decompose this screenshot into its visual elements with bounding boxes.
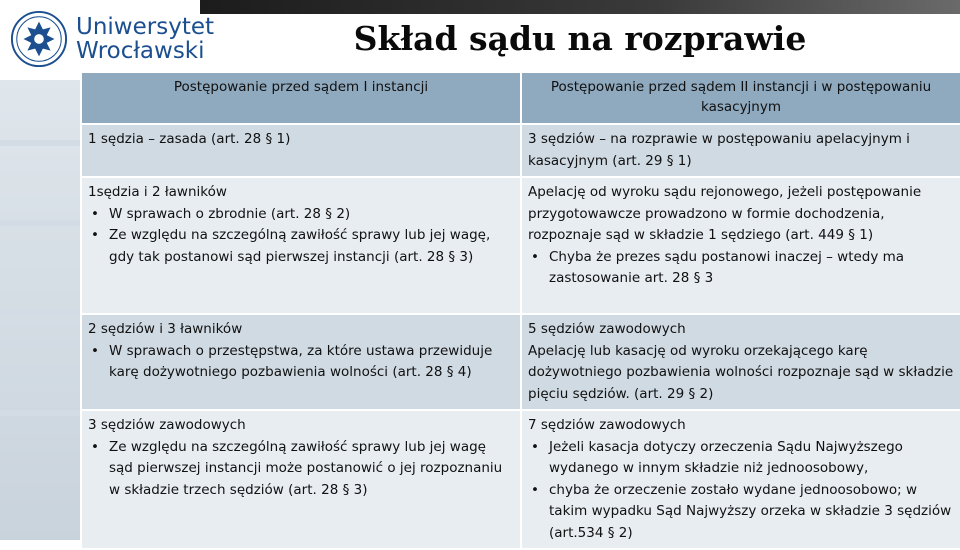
left-decorative-strip bbox=[0, 80, 80, 540]
university-logo bbox=[10, 8, 214, 70]
list-item: • Ze względu na szczególną zawiłość sprawy lub jej wagę, gdy tak postanowi sąd pierwszej instancji (art. 28 § 3) bbox=[109, 225, 514, 268]
court-composition-table bbox=[80, 71, 960, 550]
table-row bbox=[81, 177, 960, 314]
cell-lead-2: Apelację lub kasację od wyroku orzekającego karę dożywotniego pozbawienia wolności rozpoznaje sąd w składzie pięciu sędziów. (art. 29 § 2) bbox=[528, 342, 954, 402]
cell-lead: 3 sędziów zawodowych bbox=[88, 417, 246, 433]
list-item: • W sprawach o zbrodnie (art. 28 § 2) bbox=[109, 204, 514, 226]
header-first-instance: Postępowanie przed sądem I instancji bbox=[81, 72, 521, 124]
logo-line-2: Wrocławski bbox=[76, 38, 205, 64]
cell-lead: 3 sędziów – na rozprawie w postępowaniu apelacyjnym i kasacyjnym (art. 29 § 1) bbox=[528, 131, 910, 169]
cell-lead: 1sędzia i 2 ławników bbox=[88, 184, 227, 200]
bullet-list bbox=[88, 437, 514, 502]
list-item: • Ze względu na szczególną zawiłość sprawy lub jej wagę sąd pierwszej instancji może postanowić o jej rozpoznaniu w składzie trzech sędziów (art. 28 § 3) bbox=[109, 437, 514, 502]
list-item: • chyba że orzeczenie zostało wydane jednoosobowo; w takim wypadku Sąd Najwyższy orzeka w składzie 3 sędziów (art.534 § 2) bbox=[549, 480, 954, 545]
table-cell bbox=[521, 177, 960, 314]
table-row bbox=[81, 410, 960, 549]
bullet-list bbox=[88, 341, 514, 384]
cell-lead: 5 sędziów zawodowych bbox=[528, 321, 686, 337]
cell-lead: 2 sędziów i 3 ławników bbox=[88, 321, 243, 337]
table-cell bbox=[521, 314, 960, 410]
table-cell bbox=[521, 124, 960, 177]
table-cell bbox=[521, 410, 960, 549]
header-second-instance: Postępowanie przed sądem II instancji i w postępowaniu kasacyjnym bbox=[521, 72, 960, 124]
cell-lead: 1 sędzia – zasada (art. 28 § 1) bbox=[88, 131, 291, 147]
top-decorative-bar bbox=[200, 0, 960, 14]
list-item: • W sprawach o przestępstwa, za które ustawa przewiduje karę dożywotniego pozbawienia wolności (art. 28 § 4) bbox=[109, 341, 514, 384]
table-cell bbox=[81, 177, 521, 314]
list-item: • Jeżeli kasacja dotyczy orzeczenia Sądu Najwyższego wydanego w innym składzie niż jednoosobowy, bbox=[549, 437, 954, 480]
cell-lead: Apelację od wyroku sądu rejonowego, jeżeli postępowanie przygotowawcze prowadzono w formie dochodzenia, rozpoznaje sąd w składzie 1 sędziego (art. 449 § 1) bbox=[528, 184, 922, 243]
slide-title: Skład sądu na rozprawie bbox=[353, 19, 807, 58]
logo-line-1: Uniwersytet bbox=[76, 14, 214, 40]
bullet-list bbox=[528, 247, 954, 290]
bullet-list bbox=[88, 204, 514, 269]
bullet-list bbox=[528, 437, 954, 545]
table-row bbox=[81, 124, 960, 177]
list-item: • Chyba że prezes sądu postanowi inaczej – wtedy ma zastosowanie art. 28 § 3 bbox=[549, 247, 954, 290]
cell-lead: 7 sędziów zawodowych bbox=[528, 417, 686, 433]
table-header-row bbox=[81, 72, 960, 124]
university-seal-icon bbox=[10, 10, 68, 68]
table-row bbox=[81, 314, 960, 410]
table-cell bbox=[81, 314, 521, 410]
table-cell bbox=[81, 410, 521, 549]
table-cell bbox=[81, 124, 521, 177]
